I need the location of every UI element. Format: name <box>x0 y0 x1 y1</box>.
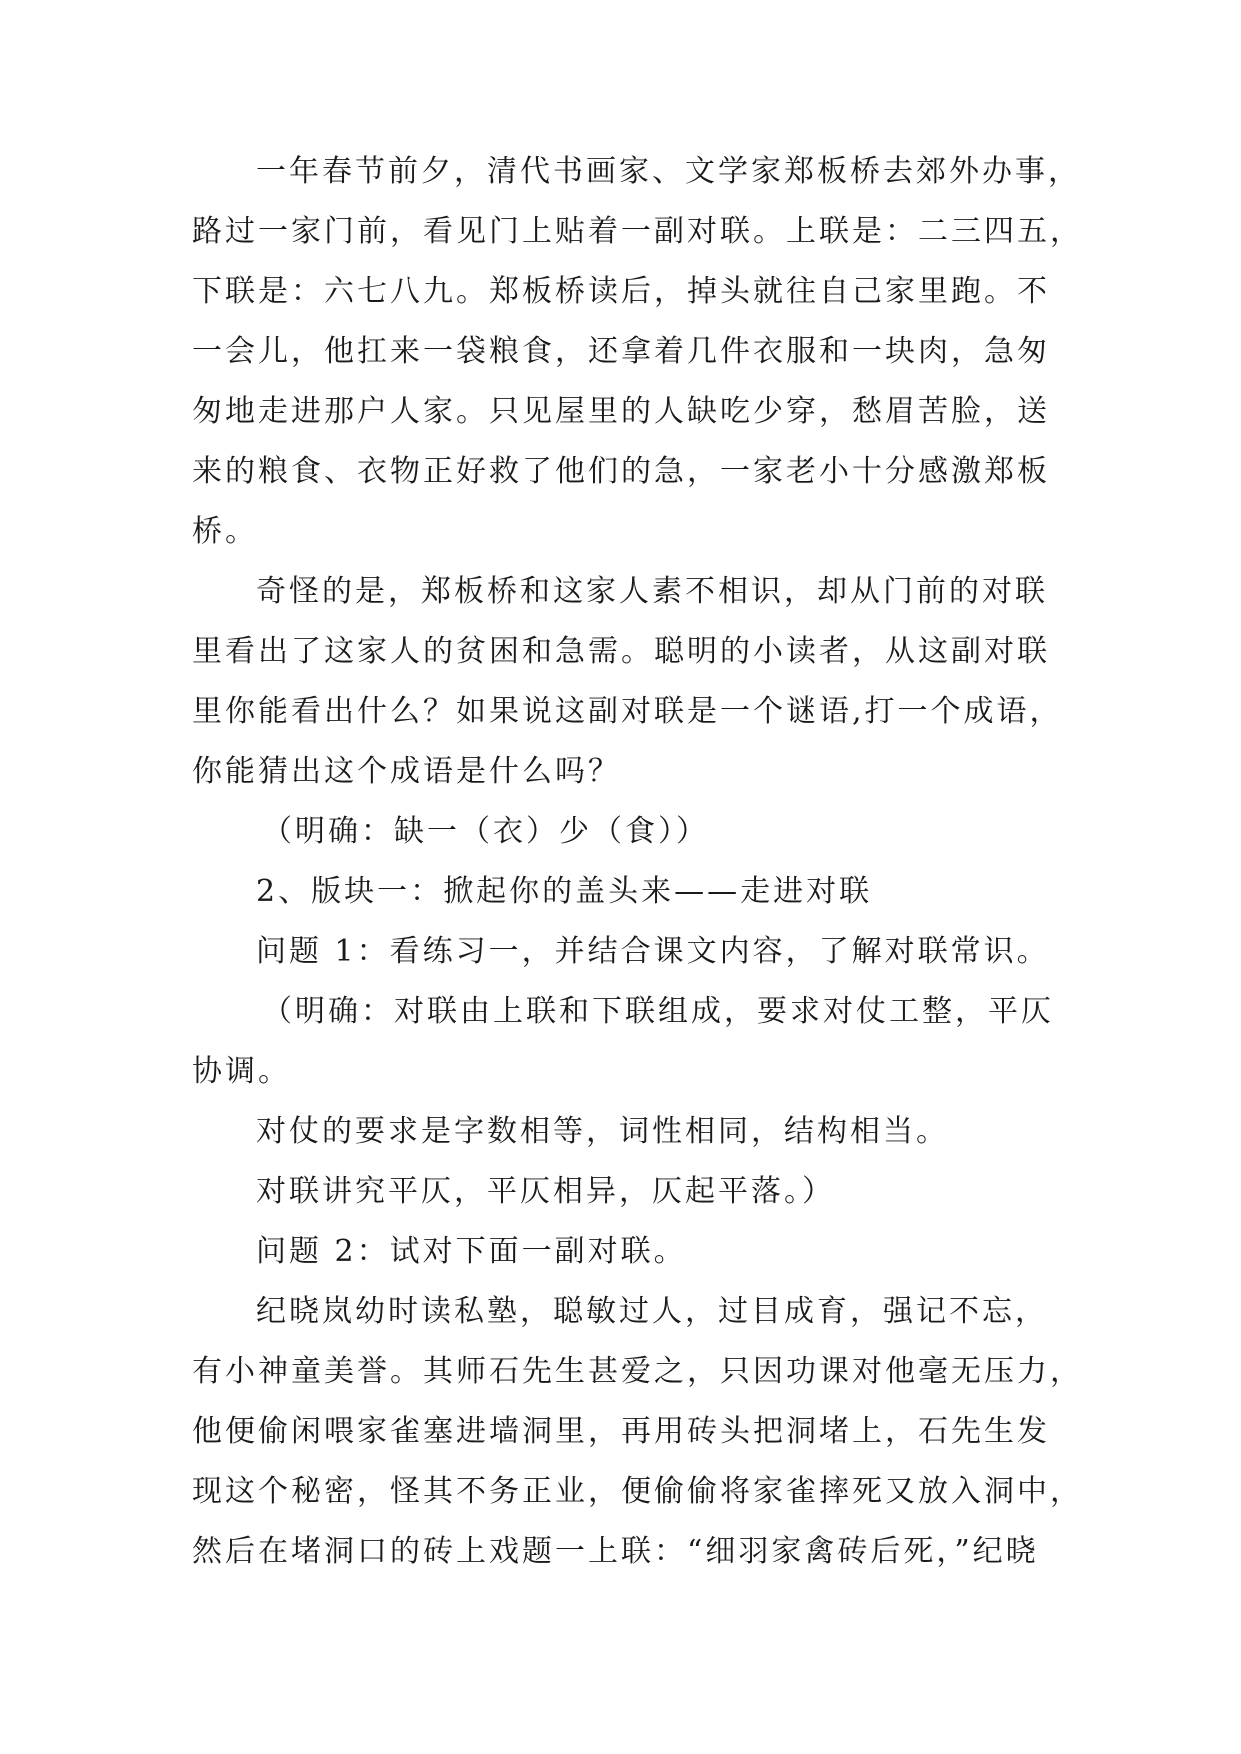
paragraph-3-line-2: 有小神童美誉。其师石先生甚爱之，只因功课对他毫无压力， <box>192 1354 1083 1389</box>
paragraph-1-line-7: 桥。 <box>192 514 258 549</box>
paragraph-2-line-1: 奇怪的是，郑板桥和这家人素不相识，却从门前的对联 <box>256 574 1048 609</box>
paragraph-1-line-6: 来的粮食、衣物正好救了他们的急，一家老小十分感激郑板 <box>192 454 1050 489</box>
paragraph-1-line-1: 一年春节前夕，清代书画家、文学家郑板桥去郊外办事， <box>256 154 1081 189</box>
paragraph-3-line-3: 他便偷闲喂家雀塞进墙洞里，再用砖头把洞堵上，石先生发 <box>192 1414 1050 1449</box>
answer-2-line-3: 对仗的要求是字数相等，词性相同，结构相当。 <box>256 1114 949 1149</box>
paragraph-2-line-3: 里你能看出什么？如果说这副对联是一个谜语,打一个成语， <box>192 694 1063 729</box>
paragraph-2-line-2: 里看出了这家人的贫困和急需。聪明的小读者，从这副对联 <box>192 634 1050 669</box>
question-1: 问题 1：看练习一，并结合课文内容，了解对联常识。 <box>256 934 1050 969</box>
paragraph-1-line-5: 匆地走进那户人家。只见屋里的人缺吃少穿，愁眉苦脸，送 <box>192 394 1050 429</box>
paragraph-1-line-2: 路过一家门前，看见门上贴着一副对联。上联是：二三四五， <box>192 214 1083 249</box>
answer-2-line-2: 协调。 <box>192 1054 291 1089</box>
answer-2-line-4: 对联讲究平仄，平仄相异，仄起平落。） <box>256 1174 835 1209</box>
paragraph-1-line-3: 下联是：六七八九。郑板桥读后，掉头就往自己家里跑。不 <box>192 274 1050 309</box>
paragraph-1-line-4: 一会儿，他扛来一袋粮食，还拿着几件衣服和一块肉，急匆 <box>192 334 1050 369</box>
section-heading: 2、版块一：掀起你的盖头来——走进对联 <box>256 874 873 909</box>
answer-2-line-1: （明确：对联由上联和下联组成，要求对仗工整，平仄 <box>262 994 1054 1029</box>
paragraph-3-line-5: 然后在堵洞口的砖上戏题一上联：“细羽家禽砖后死，”纪晓 <box>192 1534 1039 1569</box>
question-2: 问题 2：试对下面一副对联。 <box>256 1234 687 1269</box>
paragraph-3-line-4: 现这个秘密，怪其不务正业，便偷偷将家雀摔死又放入洞中， <box>192 1474 1083 1509</box>
answer-line: （明确：缺一（衣）少（食）） <box>262 814 709 849</box>
paragraph-3-line-1: 纪晓岚幼时读私塾，聪敏过人，过目成育，强记不忘， <box>256 1294 1048 1329</box>
paragraph-2-line-4: 你能猜出这个成语是什么吗？ <box>192 754 621 789</box>
